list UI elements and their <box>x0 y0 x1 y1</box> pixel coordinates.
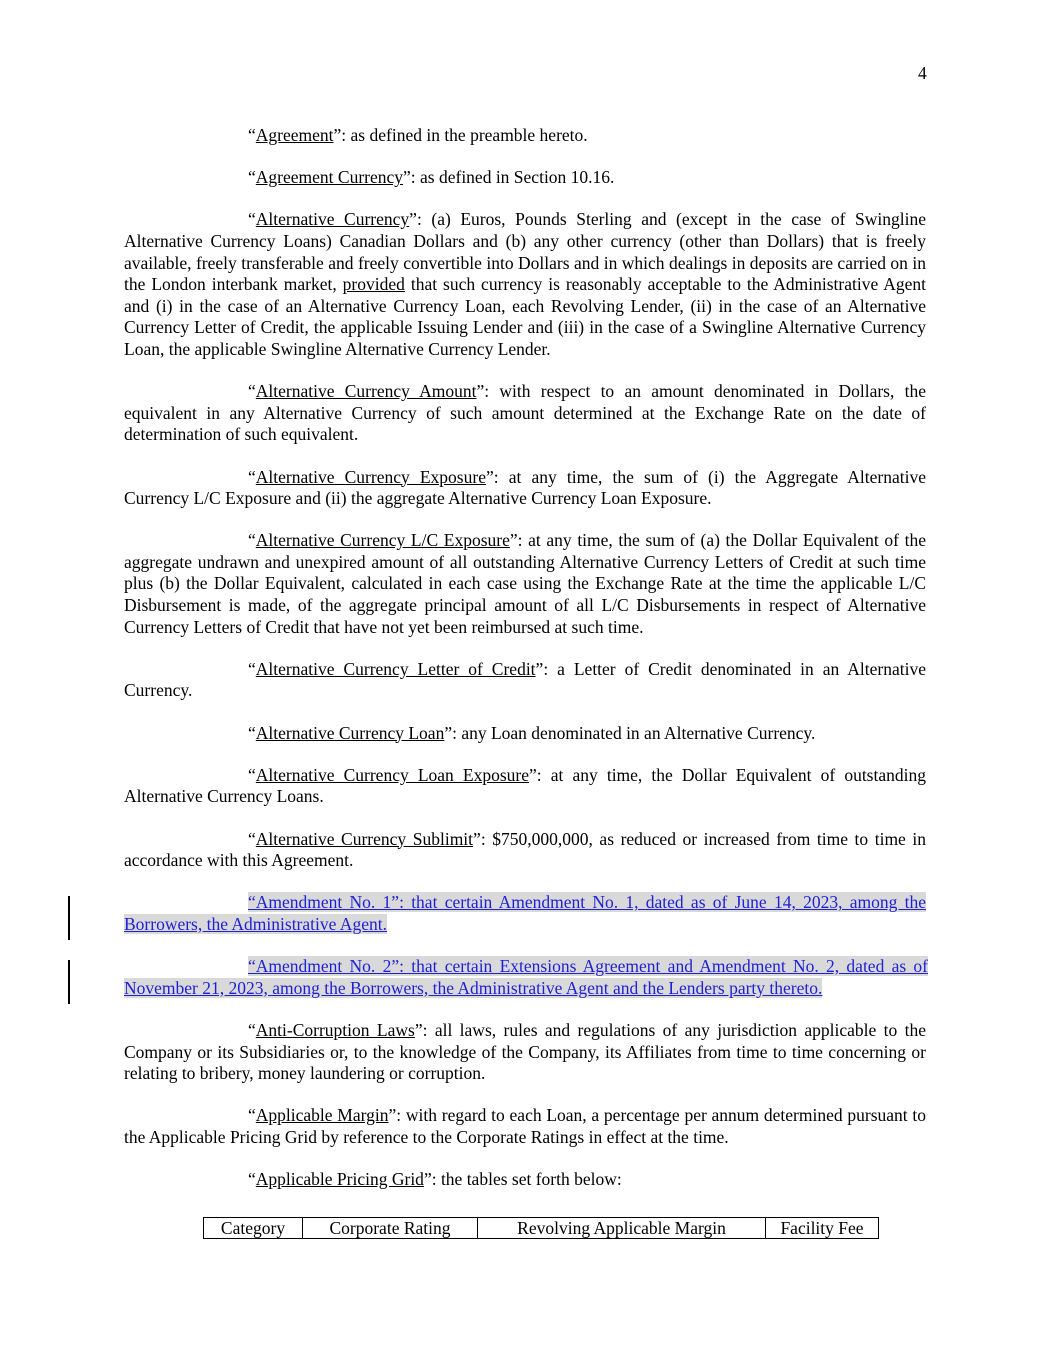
definition-text: ”: at any time, the Dollar Equivalent of outstanding Alternative Currency Loans. <box>124 764 926 807</box>
provided-emphasis: provided <box>342 274 405 295</box>
definition-alternative-currency-exposure: “Alternative Currency Exposure”: at any time, the sum of (i) the Aggregate Alternative Currency L/C Exposure and (ii) the aggregate Alternative Currency Loan Exposure. <box>124 466 926 509</box>
definition-text: ”: at any time, the sum of (a) the Dollar Equivalent of the aggregate undrawn and unexpired amount of all outstanding Alternative Currency Letters of Credit at such time plus (b) the Dollar Equivalent, calculated in each case using the Exchange Rate at the time the applicable L/C Disbursement is made, of the aggregate principal amount of all L/C Disbursements in respect of Alternative Currency Letters of Credit that have not yet been reimbursed at such time. <box>124 530 926 637</box>
definition-alternative-currency-loan: “Alternative Currency Loan”: any Loan denominated in an Alternative Currency. <box>248 722 816 743</box>
definition-alternative-currency-loan-exposure: “Alternative Currency Loan Exposure”: at any time, the Dollar Equivalent of outstanding Alternative Currency Loans. <box>124 764 926 807</box>
defined-term: Alternative Currency Letter of Credit <box>255 658 536 679</box>
definition-text: ”: any Loan denominated in an Alternative Currency. <box>444 722 816 743</box>
definitions-section <box>124 125 926 1191</box>
defined-term: Applicable Pricing Grid <box>255 1169 424 1190</box>
definition-anti-corruption-laws: “Anti-Corruption Laws”: all laws, rules and regulations of any jurisdiction applicable to the Company or its Subsidiaries or, to the knowledge of the Company, its Affiliates from time to time concerning or relating to bribery, money laundering or corruption. <box>124 1019 926 1084</box>
definition-text: ”: at any time, the sum of (i) the Aggregate Alternative Currency L/C Exposure and (ii) the aggregate Alternative Currency Loan Exposure. <box>124 466 926 509</box>
defined-term: Alternative Currency Loan <box>255 722 445 743</box>
definition-text: ”: (a) Euros, Pounds Sterling and (except in the case of Swingline Alternative Currency Loans) Canadian Dollars and (b) any other currency (other than Dollars) that is freely available, freely transferable and freely convertible into Dollars and in which dealings in deposits are carried on in the London interbank market, <box>124 209 926 295</box>
table-header-cell: Facility Fee <box>766 1218 879 1239</box>
pricing-grid-table <box>203 1217 879 1239</box>
definition-applicable-pricing-grid: “Applicable Pricing Grid”: the tables set forth below: <box>248 1169 622 1190</box>
definition-alternative-currency-amount: “Alternative Currency Amount”: with respect to an amount denominated in Dollars, the equivalent in any Alternative Currency of such amount determined at the Exchange Rate on the date of determination of such equivalent. <box>124 381 926 445</box>
definition-text: ”: the tables set forth below: <box>423 1169 622 1190</box>
change-bar <box>68 896 70 940</box>
defined-term: Agreement Currency <box>255 167 404 188</box>
inserted-text: “Amendment No. 1”: that certain Amendment No. 1, dated as of June 14, 2023, among the Borrowers, the Administrative Agent. <box>124 892 926 934</box>
defined-term: Applicable Margin <box>255 1105 389 1126</box>
inserted-text: “Amendment No. 2”: that certain Extensions Agreement and Amendment No. 2, dated as of November 21, 2023, among the Borrowers, the Administrative Agent and the Lenders party thereto. <box>124 956 928 998</box>
defined-term: Alternative Currency L/C Exposure <box>255 530 510 551</box>
definition-alternative-currency-sublimit: “Alternative Currency Sublimit”: $750,000,000, as reduced or increased from time to time in accordance with this Agreement. <box>124 828 927 871</box>
definition-applicable-margin: “Applicable Margin”: with regard to each Loan, a percentage per annum determined pursuant to the Applicable Pricing Grid by reference to the Corporate Ratings in effect at the time. <box>124 1105 926 1147</box>
defined-term: Alternative Currency <box>255 209 410 230</box>
definition-amendment-no-1 <box>124 892 926 935</box>
definition-text: ”: all laws, rules and regulations of any jurisdiction applicable to the Company or its Subsidiaries or, to the knowledge of the Company, its Affiliates from time to time concerning or relating to bribery, money laundering or corruption. <box>124 1019 926 1084</box>
table-header-row <box>204 1218 879 1239</box>
table-header-cell: Corporate Rating <box>303 1218 478 1239</box>
definition-agreement: “Agreement”: as defined in the preamble hereto. <box>248 125 588 145</box>
definition-text: that such currency is reasonably acceptable to the Administrative Agent and (i) in the case of an Alternative Currency Loan, each Revolving Lender, (ii) in the case of an Alternative Currency Letter of Credit, the applicable Issuing Lender and (iii) in the case of a Swingline Alternative Currency Loan, the applicable Swingline Alternative Currency Lender. <box>124 274 927 359</box>
defined-term: Agreement <box>255 125 334 145</box>
change-bar <box>68 960 70 1004</box>
defined-term: Anti-Corruption Laws <box>255 1019 415 1040</box>
definition-text: ”: $750,000,000, as reduced or increased from time to time in accordance with this Agreement. <box>124 828 927 871</box>
defined-term: Alternative Currency Exposure <box>255 466 486 487</box>
page-number: 4 <box>918 63 927 83</box>
defined-term: Alternative Currency Sublimit <box>255 828 474 849</box>
definition-text: ”: as defined in Section 10.16. <box>403 167 615 188</box>
definition-amendment-no-2 <box>124 956 928 999</box>
definition-alternative-currency-lc-exposure: “Alternative Currency L/C Exposure”: at any time, the sum of (a) the Dollar Equivalent of the aggregate undrawn and unexpired amount of all outstanding Alternative Currency Letters of Credit at such time plus (b) the Dollar Equivalent, calculated in each case using the Exchange Rate at the time the applicable L/C Disbursement is made, of the aggregate principal amount of all L/C Disbursements in respect of Alternative Currency Letters of Credit that have not yet been reimbursed at such time. <box>124 530 926 637</box>
table-header-cell: Revolving Applicable Margin <box>478 1218 766 1239</box>
definition-text: ”: with regard to each Loan, a percentage per annum determined pursuant to the Applicable Pricing Grid by reference to the Corporate Ratings in effect at the time. <box>124 1105 926 1147</box>
definition-text: ”: as defined in the preamble hereto. <box>333 125 588 145</box>
definition-text: ”: a Letter of Credit denominated in an Alternative Currency. <box>124 658 926 701</box>
definition-agreement-currency: “Agreement Currency”: as defined in Section 10.16. <box>248 167 615 188</box>
definition-alternative-currency: “Alternative Currency”: (a) Euros, Pounds Sterling and (except in the case of Swingline Alternative Currency Loans) Canadian Dollars and (b) any other currency (other than Dollars) that is freely available, freely transferable and freely convertible into Dollars and in which dealings in deposits are carried on in the London interbank market, provided that such currency is reasonably acceptable to the Administrative Agent and (i) in the case of an Alternative Currency Loan, each Revolving Lender, (ii) in the case of an Alternative Currency Letter of Credit, the applicable Issuing Lender and (iii) in the case of a Swingline Alternative Currency Loan, the applicable Swingline Alternative Currency Lender. <box>124 209 927 359</box>
defined-term: Alternative Currency Loan Exposure <box>255 764 529 785</box>
definition-text: ”: with respect to an amount denominated in Dollars, the equivalent in any Alternative Currency of such amount determined at the Exchange Rate on the date of determination of such equivalent. <box>124 381 926 445</box>
defined-term: Alternative Currency Amount <box>255 381 477 402</box>
definition-alternative-currency-letter-of-credit: “Alternative Currency Letter of Credit”: a Letter of Credit denominated in an Alternative Currency. <box>124 658 926 701</box>
table-header-cell: Category <box>204 1218 303 1239</box>
